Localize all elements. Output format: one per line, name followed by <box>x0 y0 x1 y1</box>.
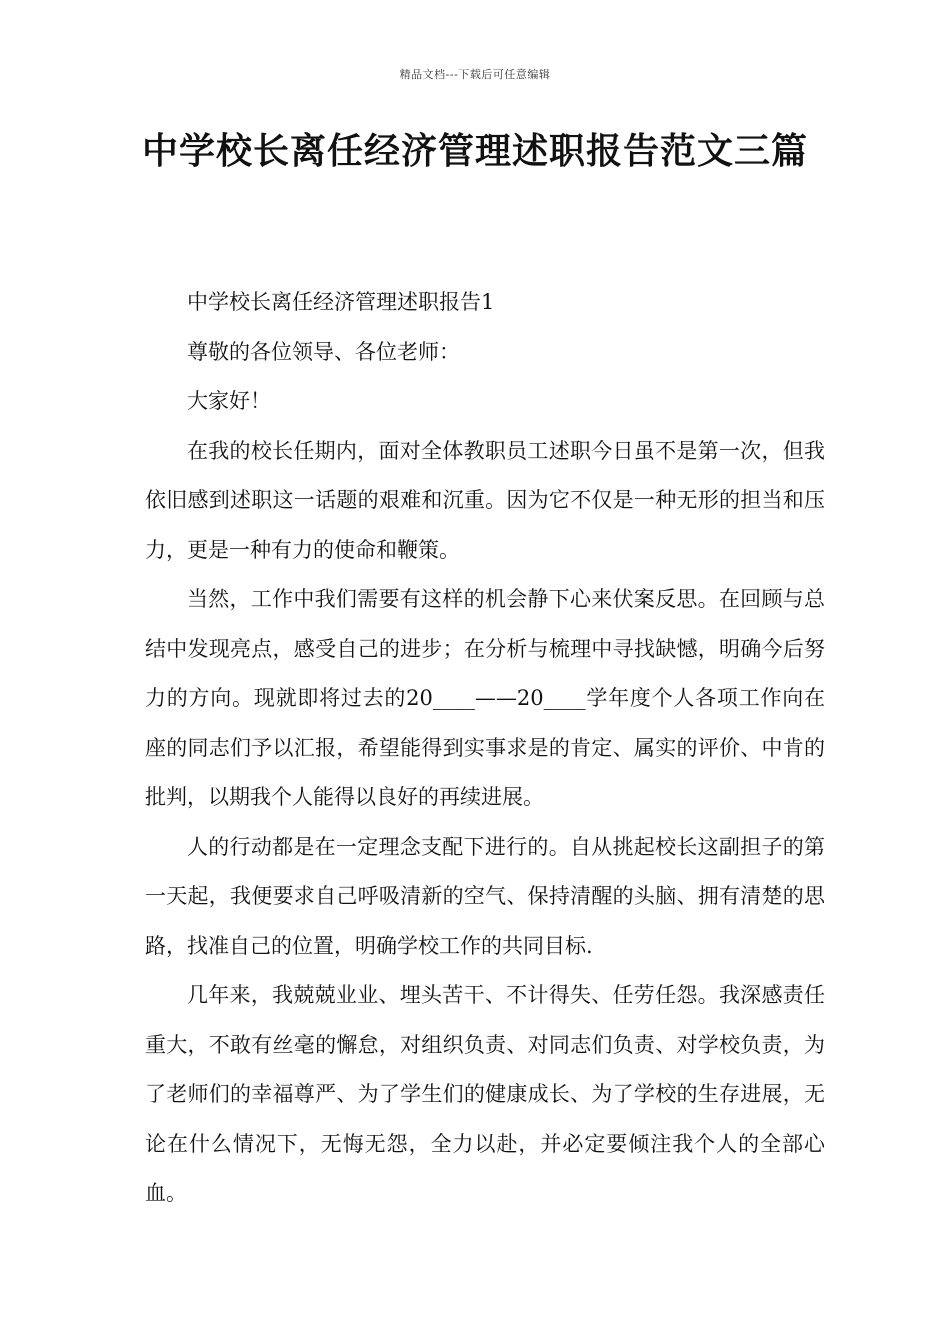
salutation: 尊敬的各位领导、各位老师： <box>187 339 460 364</box>
document-title: 中学校长离任经济管理述职报告范文三篇 <box>141 131 808 172</box>
greeting: 大家好！ <box>187 389 271 413</box>
header-note: 精品文档---下载后可任意编辑 <box>399 68 551 81</box>
document-body <box>145 278 825 1219</box>
body-paragraph: 人的行动都是在一定理念支配下进行的。自从挑起校长这副担子的第一天起，我便要求自己呼吸清新的空气、保持清醒的头脑、拥有清楚的思路，找准自己的位置，明确学校工作的共同目标. <box>145 834 825 958</box>
body-paragraph: 在我的校长任期内，面对全体教职员工述职今日虽不是第一次，但我依旧感到述职这一话题的艰难和沉重。因为它不仅是一种无形的担当和压力，更是一种有力的使命和鞭策。 <box>145 438 825 562</box>
body-paragraph: 几年来，我兢兢业业、埋头苦干、不计得失、任劳任怨。我深感责任重大，不敢有丝毫的懈怠，对组织负责、对同志们负责、对学校负责，为了老师们的幸福尊严、为了学生们的健康成长、为了学校的生存进展，无论在什么情况下，无悔无怨，全力以赴，并必定要倾注我个人的全部心血。 <box>145 983 825 1205</box>
body-paragraph: 当然，工作中我们需要有这样的机会静下心来伏案反思。在回顾与总结中发现亮点，感受自己的进步；在分析与梳理中寻找缺憾，明确今后努力的方向。现就即将过去的20____——20____学年度个人各项工作向在座的同志们予以汇报，希望能得到实事求是的肯定、属实的评价、中肯的批判，以期我个人能得以良好的再续进展。 <box>145 587 825 809</box>
section-heading: 中学校长离任经济管理述职报告1 <box>187 290 495 314</box>
